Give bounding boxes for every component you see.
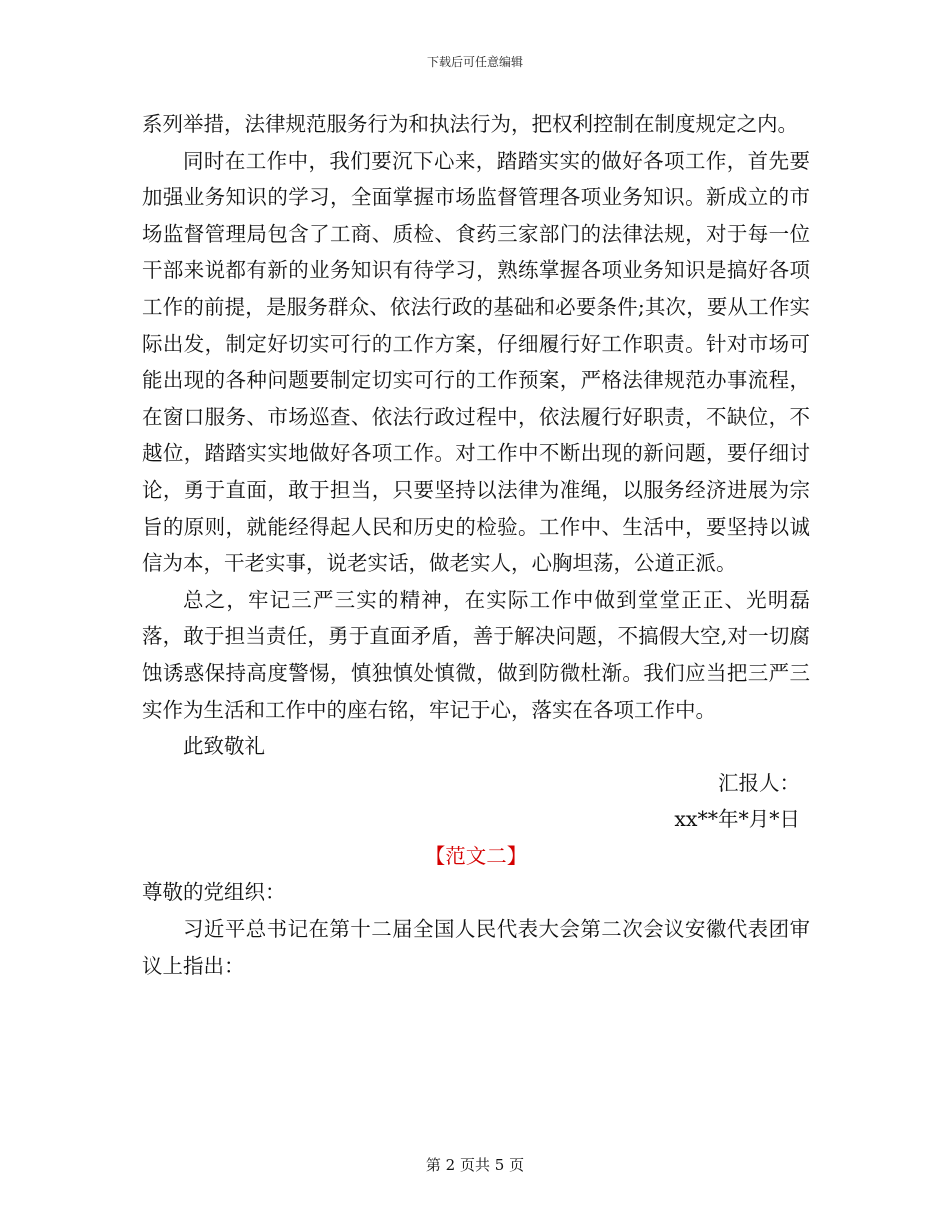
paragraph-work-attitude: 同时在工作中，我们要沉下心来，踏踏实实的做好各项工作，首先要加强业务知识的学习，全面掌握市场监督管理各项业务知识。新成立的市场监督管理局包含了工商、质检、食药三家部门的法律法规，对于每一位干部来说都有新的业务知识有待学习，熟练掌握各项业务知识是搞好各项工作的前提，是服务群众、依法行政的基础和必要条件;其次，要从工作实际出发，制定好切实可行的工作方案，仔细履行好工作职责。针对市场可能出现的各种问题要制定切实可行的工作预案，严格法律规范办事流程，在窗口服务、市场巡查、依法行政过程中，依法履行好职责，不缺位，不越位，踏踏实实地做好各项工作。对工作中不断出现的新问题，要仔细讨论，勇于直面，敢于担当，只要坚持以法律为准绳，以服务经济进展为宗旨的原则，就能经得起人民和历史的检验。工作中、生活中，要坚持以诚信为本，干老实事，说老实话，做老实人，心胸坦荡，公道正派。 [142, 148, 810, 576]
header-note: 下载后可任意编辑 [426, 55, 523, 69]
closing-salutation: 此致敬礼 [183, 734, 265, 759]
paragraph-opening: 习近平总书记在第十二届全国人民代表大会第二次会议安徽代表团审议上指出： [142, 917, 810, 978]
document-body [142, 106, 810, 984]
signature-reporter: 汇报人： [718, 770, 800, 795]
page-number: 第 2 页共 5 页 [425, 1156, 525, 1174]
page-footer [0, 1155, 950, 1175]
section-title: 【范文二】 [424, 843, 528, 868]
page-header [0, 54, 950, 70]
letter-salutation: 尊敬的党组织： [142, 880, 286, 905]
signature-date: xx**年*月*日 [674, 807, 800, 832]
paragraph-continuation: 系列举措，法律规范服务行为和执法行为，把权利控制在制度规定之内。 [142, 112, 798, 136]
paragraph-conclusion: 总之，牢记三严三实的精神，在实际工作中做到堂堂正正、光明磊落，敢于担当责任，勇于直面矛盾，善于解决问题，不搞假大空,对一切腐蚀诱惑保持高度警惕，慎独慎处慎微，做到防微杜渐。我们应当把三严三实作为生活和工作中的座右铭，牢记于心，落实在各项工作中。 [142, 587, 810, 722]
